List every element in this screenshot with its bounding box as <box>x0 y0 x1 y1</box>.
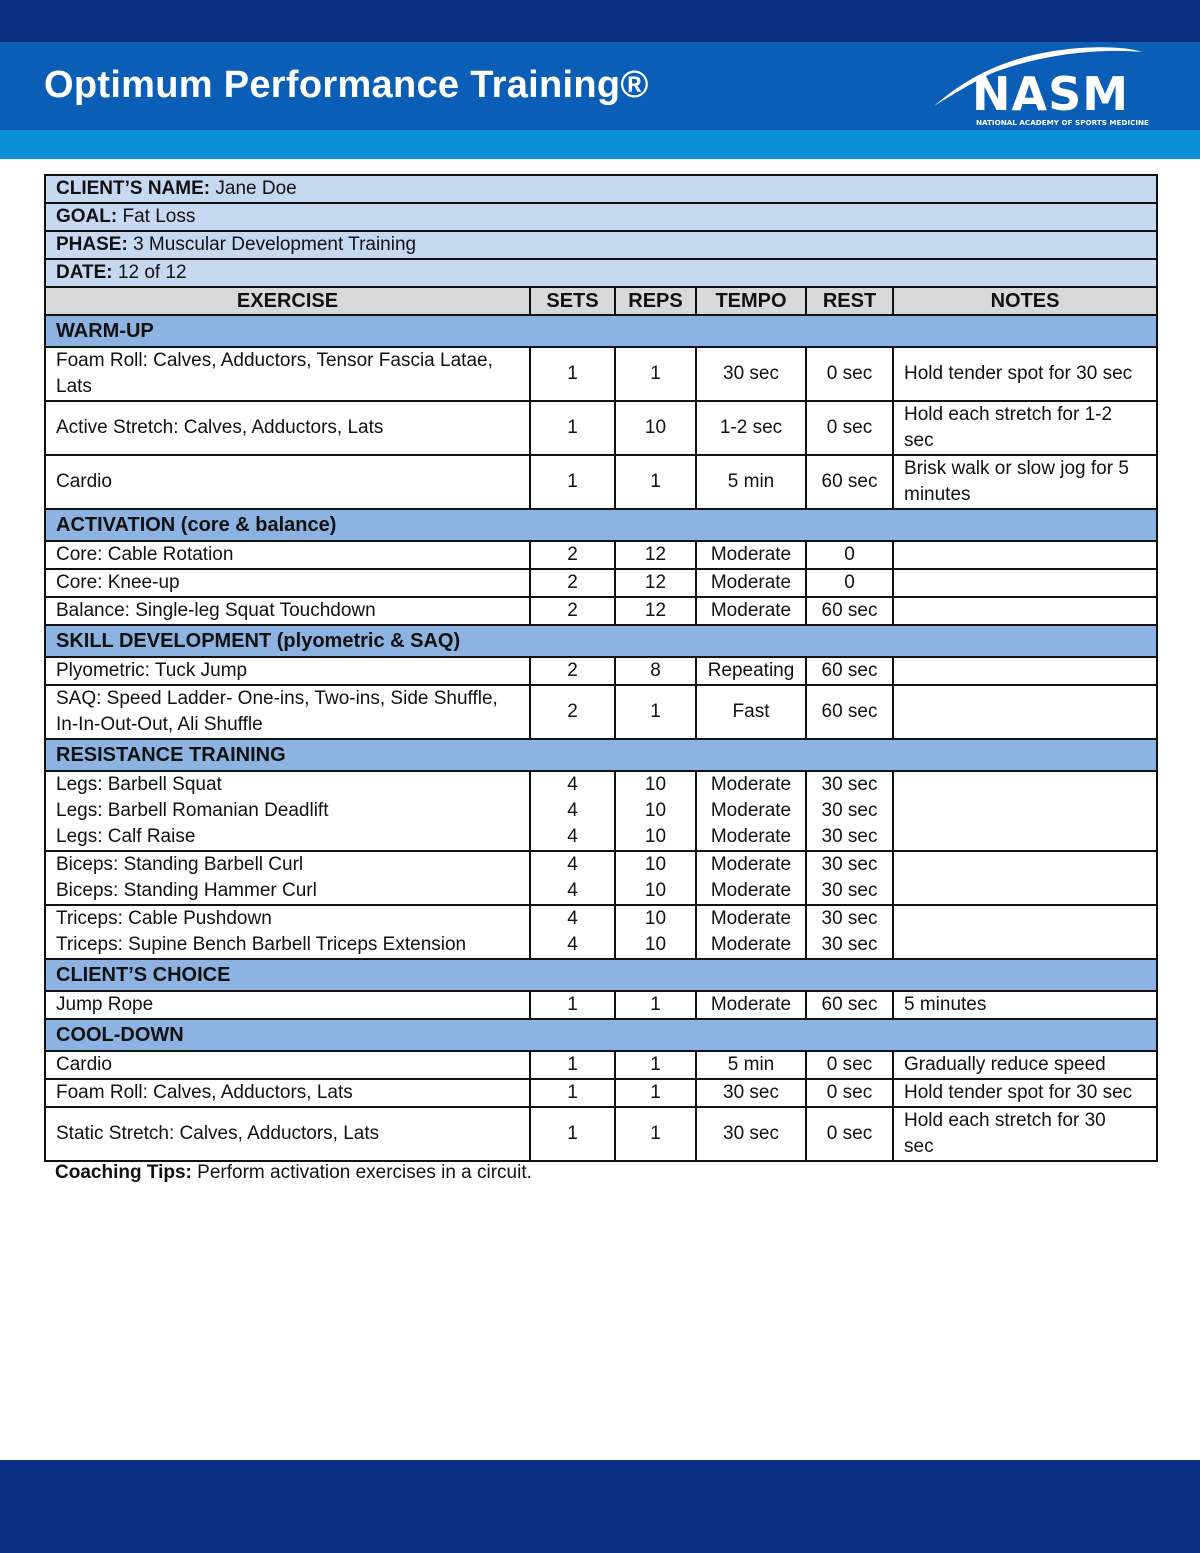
tempo-cell <box>696 657 806 685</box>
section-header <box>45 1019 1157 1051</box>
sets-line: 2 <box>567 701 578 722</box>
rest-cell <box>806 401 893 455</box>
rest-line: 0 sec <box>826 1054 873 1075</box>
rest-cell <box>806 569 893 597</box>
rest-line: 0 sec <box>826 1082 873 1103</box>
notes-cell <box>893 991 1157 1019</box>
tempo-cell <box>696 1079 806 1107</box>
reps-line: 1 <box>650 994 661 1015</box>
exercise-line: In-In-Out-Out, Ali Shuffle <box>56 714 263 735</box>
rest-cell <box>806 851 893 905</box>
rest-line: 30 sec <box>821 800 878 821</box>
tempo-cell <box>696 851 806 905</box>
reps-cell <box>615 685 696 739</box>
reps-cell <box>615 1079 696 1107</box>
client-name: Jane Doe <box>215 178 297 199</box>
sets-line: 1 <box>567 471 578 492</box>
reps-line: 10 <box>644 826 667 847</box>
goal-label: GOAL: <box>56 206 118 227</box>
exercise-cell <box>45 597 530 625</box>
exercise-cell <box>45 685 530 739</box>
reps-cell <box>615 991 696 1019</box>
notes-line: Brisk walk or slow jog for 5 <box>904 458 1129 479</box>
rest-cell <box>806 455 893 509</box>
exercise-line: Foam Roll: Calves, Adductors, Lats <box>56 1082 353 1103</box>
reps-line: 1 <box>650 1123 661 1144</box>
notes-cell <box>893 1079 1157 1107</box>
tempo-line: 30 sec <box>723 363 779 384</box>
table-row <box>45 851 1157 905</box>
reps-line: 10 <box>644 417 667 438</box>
column-header: NOTES <box>893 287 1157 315</box>
notes-line: Hold each stretch for 30 <box>904 1110 1106 1131</box>
reps-cell <box>615 905 696 959</box>
coaching-tips-text: Perform activation exercises in a circuit. <box>197 1162 532 1183</box>
sets-line: 1 <box>567 363 578 384</box>
exercise-line: Legs: Barbell Romanian Deadlift <box>56 800 329 821</box>
reps-line: 12 <box>644 572 667 593</box>
tempo-line: Moderate <box>710 994 792 1015</box>
sets-line: 4 <box>567 934 578 955</box>
exercise-line: Biceps: Standing Hammer Curl <box>56 880 317 901</box>
goal-value: Fat Loss <box>122 206 196 227</box>
exercise-cell <box>45 1079 530 1107</box>
tempo-cell <box>696 685 806 739</box>
rest-line: 30 sec <box>821 934 878 955</box>
sets-cell <box>530 1051 615 1079</box>
sets-cell <box>530 657 615 685</box>
sets-cell <box>530 685 615 739</box>
sets-cell <box>530 991 615 1019</box>
tempo-line: Moderate <box>710 854 792 875</box>
tempo-line: Repeating <box>707 660 795 681</box>
tempo-cell <box>696 347 806 401</box>
bottom-band <box>0 1460 1200 1553</box>
rest-line: 60 sec <box>821 471 878 492</box>
exercise-cell <box>45 1051 530 1079</box>
section-header <box>45 315 1157 347</box>
tempo-line: Moderate <box>710 800 792 821</box>
sets-line: 4 <box>567 800 578 821</box>
table-row <box>45 905 1157 959</box>
reps-line: 1 <box>650 1054 661 1075</box>
client-name-label: CLIENT’S NAME: <box>56 178 211 199</box>
notes-cell <box>893 1107 1157 1161</box>
rest-line: 30 sec <box>821 854 878 875</box>
logo-text: NASM <box>972 67 1130 121</box>
sets-cell <box>530 455 615 509</box>
notes-cell <box>893 347 1157 401</box>
tempo-cell <box>696 597 806 625</box>
tempo-line: 1-2 sec <box>719 417 783 438</box>
exercise-line: Lats <box>56 376 92 397</box>
tempo-line: 5 min <box>727 1054 775 1075</box>
reps-cell <box>615 455 696 509</box>
rest-cell <box>806 905 893 959</box>
exercise-cell <box>45 851 530 905</box>
rest-line: 0 sec <box>826 1123 873 1144</box>
rest-cell <box>806 1079 893 1107</box>
tempo-cell <box>696 401 806 455</box>
tempo-line: Moderate <box>710 880 792 901</box>
exercise-cell <box>45 1107 530 1161</box>
section-title: COOL-DOWN <box>45 1019 1157 1051</box>
sets-line: 4 <box>567 854 578 875</box>
column-header-row <box>45 287 1157 315</box>
notes-line: minutes <box>904 484 971 505</box>
exercise-line: Biceps: Standing Barbell Curl <box>56 854 304 875</box>
reps-cell <box>615 541 696 569</box>
notes-cell <box>893 569 1157 597</box>
tempo-line: Moderate <box>710 774 792 795</box>
reps-line: 8 <box>650 660 661 681</box>
sets-cell <box>530 1079 615 1107</box>
reps-cell <box>615 401 696 455</box>
table-row <box>45 771 1157 851</box>
section-title: ACTIVATION (core & balance) <box>45 509 1157 541</box>
rest-cell <box>806 347 893 401</box>
table-row <box>45 455 1157 509</box>
notes-line: sec <box>904 430 934 451</box>
rest-line: 60 sec <box>821 994 878 1015</box>
exercise-cell <box>45 905 530 959</box>
notes-cell <box>893 541 1157 569</box>
goal-row <box>45 203 1157 231</box>
exercise-cell <box>45 541 530 569</box>
sets-cell <box>530 771 615 851</box>
tempo-cell <box>696 771 806 851</box>
rest-line: 60 sec <box>821 660 878 681</box>
rest-line: 30 sec <box>821 880 878 901</box>
exercise-line: Static Stretch: Calves, Adductors, Lats <box>56 1123 380 1144</box>
phase-row <box>45 231 1157 259</box>
rest-line: 60 sec <box>821 600 878 621</box>
reps-line: 1 <box>650 1082 661 1103</box>
sets-line: 1 <box>567 1123 578 1144</box>
exercise-line: Plyometric: Tuck Jump <box>56 660 248 681</box>
tempo-cell <box>696 1051 806 1079</box>
reps-line: 10 <box>644 934 667 955</box>
notes-line: 5 minutes <box>904 994 987 1015</box>
reps-cell <box>615 851 696 905</box>
tempo-line: Fast <box>732 701 770 722</box>
notes-cell <box>893 657 1157 685</box>
sets-line: 2 <box>567 660 578 681</box>
tempo-cell <box>696 905 806 959</box>
tempo-cell <box>696 455 806 509</box>
sets-cell <box>530 597 615 625</box>
section-header <box>45 739 1157 771</box>
date-value: 12 of 12 <box>117 262 187 283</box>
phase-label: PHASE: <box>56 234 128 255</box>
rest-cell <box>806 1107 893 1161</box>
tempo-line: Moderate <box>710 544 792 565</box>
notes-line: Hold tender spot for 30 sec <box>904 1082 1133 1103</box>
tempo-line: Moderate <box>710 826 792 847</box>
sets-cell <box>530 401 615 455</box>
exercise-cell <box>45 991 530 1019</box>
section-header <box>45 625 1157 657</box>
table-row <box>45 991 1157 1019</box>
rest-cell <box>806 1051 893 1079</box>
workout-table <box>44 174 1158 1162</box>
section-title: RESISTANCE TRAINING <box>45 739 1157 771</box>
notes-line: Hold tender spot for 30 sec <box>904 363 1133 384</box>
rest-cell <box>806 771 893 851</box>
sets-line: 2 <box>567 600 578 621</box>
exercise-line: Jump Rope <box>56 994 154 1015</box>
exercise-line: Cardio <box>56 471 112 492</box>
tempo-line: Moderate <box>710 572 792 593</box>
reps-line: 12 <box>644 600 667 621</box>
column-header: REPS <box>615 287 696 315</box>
section-title: SKILL DEVELOPMENT (plyometric & SAQ) <box>45 625 1157 657</box>
table-row <box>45 401 1157 455</box>
rest-cell <box>806 597 893 625</box>
rest-cell <box>806 991 893 1019</box>
exercise-line: Core: Knee-up <box>56 572 180 593</box>
sets-line: 2 <box>567 572 578 593</box>
exercise-cell <box>45 771 530 851</box>
exercise-line: Legs: Barbell Squat <box>56 774 222 795</box>
exercise-line: Core: Cable Rotation <box>56 544 234 565</box>
section-title: CLIENT’S CHOICE <box>45 959 1157 991</box>
light-band <box>0 130 1200 159</box>
tempo-line: Moderate <box>710 908 792 929</box>
rest-cell <box>806 657 893 685</box>
tempo-cell <box>696 991 806 1019</box>
document-title: Optimum Performance Training® <box>44 64 649 106</box>
reps-cell <box>615 657 696 685</box>
sets-line: 4 <box>567 908 578 929</box>
nasm-logo <box>930 44 1160 128</box>
reps-cell <box>615 597 696 625</box>
exercise-cell <box>45 455 530 509</box>
section-title: WARM-UP <box>45 315 1157 347</box>
table-row <box>45 597 1157 625</box>
phase-value: 3 Muscular Development Training <box>133 234 417 255</box>
sets-cell <box>530 851 615 905</box>
reps-cell <box>615 1051 696 1079</box>
reps-line: 1 <box>650 471 661 492</box>
exercise-line: Cardio <box>56 1054 112 1075</box>
sets-cell <box>530 347 615 401</box>
reps-cell <box>615 771 696 851</box>
exercise-line: Active Stretch: Calves, Adductors, Lats <box>56 417 384 438</box>
exercise-line: SAQ: Speed Ladder- One-ins, Two-ins, Side Shuffle, <box>56 688 498 709</box>
rest-line: 30 sec <box>821 908 878 929</box>
table-row <box>45 1079 1157 1107</box>
exercise-line: Triceps: Supine Bench Barbell Triceps Extension <box>56 934 467 955</box>
tempo-line: Moderate <box>710 600 792 621</box>
sets-line: 4 <box>567 826 578 847</box>
notes-cell <box>893 455 1157 509</box>
logo-subtext: NATIONAL ACADEMY OF SPORTS MEDICINE <box>976 118 1149 127</box>
reps-line: 10 <box>644 880 667 901</box>
rest-line: 30 sec <box>821 826 878 847</box>
top-strip <box>0 0 1200 42</box>
notes-line: sec <box>904 1136 934 1157</box>
tempo-cell <box>696 569 806 597</box>
column-header: REST <box>806 287 893 315</box>
reps-line: 10 <box>644 774 667 795</box>
sets-line: 4 <box>567 774 578 795</box>
sets-cell <box>530 569 615 597</box>
table-row <box>45 347 1157 401</box>
exercise-line: Balance: Single-leg Squat Touchdown <box>56 600 376 621</box>
notes-cell <box>893 597 1157 625</box>
reps-cell <box>615 569 696 597</box>
sets-cell <box>530 905 615 959</box>
sets-line: 2 <box>567 544 578 565</box>
exercise-cell <box>45 657 530 685</box>
column-header: TEMPO <box>696 287 806 315</box>
rest-line: 30 sec <box>821 774 878 795</box>
client-name-row <box>45 175 1157 203</box>
notes-cell <box>893 905 1157 959</box>
tempo-line: Moderate <box>710 934 792 955</box>
notes-cell <box>893 851 1157 905</box>
column-header: EXERCISE <box>45 287 530 315</box>
sets-line: 1 <box>567 1054 578 1075</box>
exercise-line: Legs: Calf Raise <box>56 826 196 847</box>
sets-line: 1 <box>567 1082 578 1103</box>
tempo-cell <box>696 1107 806 1161</box>
rest-line: 0 <box>844 544 855 565</box>
sets-line: 1 <box>567 417 578 438</box>
reps-line: 10 <box>644 908 667 929</box>
table-row <box>45 657 1157 685</box>
tempo-line: 30 sec <box>723 1123 779 1144</box>
notes-cell <box>893 401 1157 455</box>
sets-line: 1 <box>567 994 578 1015</box>
notes-line: Hold each stretch for 1-2 <box>904 404 1113 425</box>
sets-cell <box>530 541 615 569</box>
sets-line: 4 <box>567 880 578 901</box>
reps-line: 10 <box>644 854 667 875</box>
date-row <box>45 259 1157 287</box>
notes-line: Gradually reduce speed <box>904 1054 1106 1075</box>
table-row <box>45 1107 1157 1161</box>
tempo-line: 30 sec <box>723 1082 779 1103</box>
notes-cell <box>893 771 1157 851</box>
exercise-line: Triceps: Cable Pushdown <box>56 908 272 929</box>
rest-line: 0 sec <box>826 417 873 438</box>
reps-cell <box>615 347 696 401</box>
notes-cell <box>893 685 1157 739</box>
reps-line: 1 <box>650 701 661 722</box>
section-header <box>45 959 1157 991</box>
table-row <box>45 685 1157 739</box>
table-row <box>45 1051 1157 1079</box>
reps-line: 12 <box>644 544 667 565</box>
column-header: SETS <box>530 287 615 315</box>
exercise-cell <box>45 569 530 597</box>
notes-cell <box>893 1051 1157 1079</box>
rest-cell <box>806 541 893 569</box>
tempo-cell <box>696 541 806 569</box>
rest-line: 0 sec <box>826 363 873 384</box>
reps-line: 10 <box>644 800 667 821</box>
exercise-cell <box>45 401 530 455</box>
coaching-tips <box>55 1162 532 1184</box>
reps-cell <box>615 1107 696 1161</box>
tempo-line: 5 min <box>727 471 775 492</box>
date-label: DATE: <box>56 262 113 283</box>
rest-line: 0 <box>844 572 855 593</box>
table-row <box>45 541 1157 569</box>
section-header <box>45 509 1157 541</box>
rest-line: 60 sec <box>821 701 878 722</box>
reps-line: 1 <box>650 363 661 384</box>
table-row <box>45 569 1157 597</box>
exercise-line: Foam Roll: Calves, Adductors, Tensor Fascia Latae, <box>56 350 493 371</box>
coaching-tips-label: Coaching Tips: <box>55 1162 192 1183</box>
rest-cell <box>806 685 893 739</box>
sets-cell <box>530 1107 615 1161</box>
exercise-cell <box>45 347 530 401</box>
